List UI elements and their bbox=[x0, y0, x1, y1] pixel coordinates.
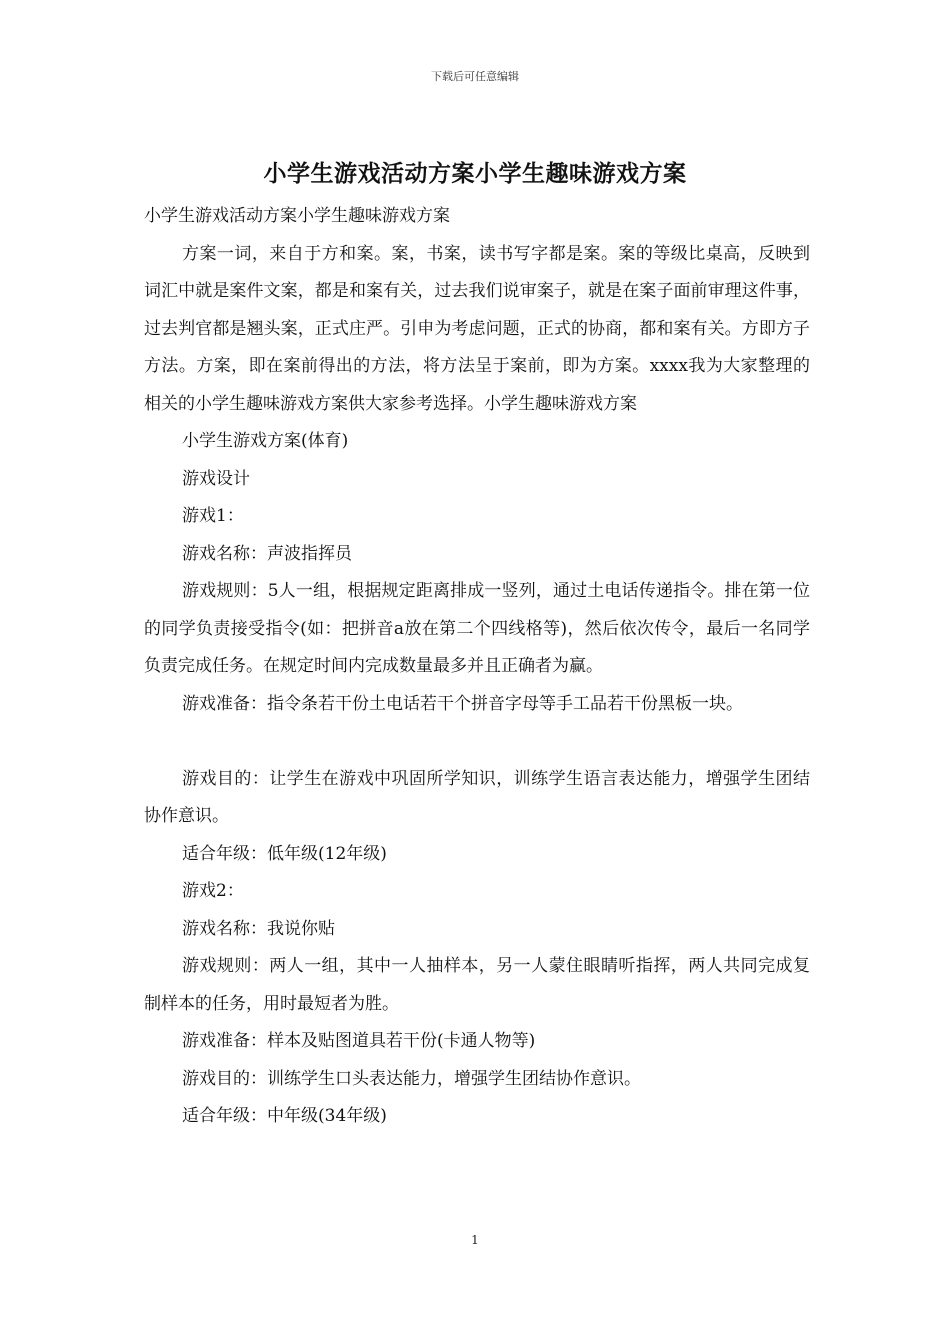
game-2-grade: 适合年级：中年级(34年级) bbox=[182, 1106, 387, 1126]
game-1-name: 游戏名称：声波指挥员 bbox=[182, 543, 352, 564]
section-heading-paragraph: 小学生游戏方案(体育) bbox=[182, 431, 349, 451]
game-2-rules: 游戏规则：两人一组，其中一人抽样本，另一人蒙住眼睛听指挥，两人共同完成复制样本的任务，用时最短者为胜。 bbox=[144, 956, 810, 1014]
document-title: 小学生游戏活动方案小学生趣味游戏方案 bbox=[263, 160, 687, 187]
game-2-preparation: 游戏准备：样本及贴图道具若干份(卡通人物等) bbox=[182, 1031, 536, 1051]
game-1-purpose: 游戏目的：让学生在游戏中巩固所学知识，训练学生语言表达能力，增强学生团结协作意识。 bbox=[144, 768, 810, 826]
game-1-label: 游戏1： bbox=[182, 506, 244, 526]
game-2-purpose: 游戏目的：训练学生口头表达能力，增强学生团结协作意识。 bbox=[182, 1068, 641, 1089]
game-1-preparation: 游戏准备：指令条若干份土电话若干个拼音字母等手工品若干份黑板一块。 bbox=[182, 693, 743, 714]
game-2-label: 游戏2： bbox=[182, 881, 244, 901]
game-2-name: 游戏名称：我说你贴 bbox=[182, 918, 335, 939]
game-1-grade: 适合年级：低年级(12年级) bbox=[182, 843, 387, 864]
document-body bbox=[144, 198, 810, 1136]
blank-line bbox=[144, 723, 810, 761]
game-1-rules: 游戏规则：5人一组，根据规定距离排成一竖列，通过土电话传递指令。排在第一位的同学负责接受指令(如：把拼音a放在第二个四线格等)，然后依次传令，最后一名同学负责完成任务。在规定时间内完成数量最多并且正确者为赢。 bbox=[144, 581, 810, 676]
header-note: 下载后可任意编辑 bbox=[431, 70, 519, 83]
subtitle-paragraph: 小学生游戏活动方案小学生趣味游戏方案 bbox=[144, 206, 450, 226]
intro-paragraph: 方案一词，来自于方和案。案，书案，读书写字都是案。案的等级比桌高，反映到词汇中就是案件文案，都是和案有关，过去我们说审案子，就是在案子面前审理这件事，过去判官都是翘头案，正式庄严。引申为考虑问题，正式的协商，都和案有关。方即方子方法。方案，即在案前得出的方法，将方法呈于案前，即为方案。xxxx我为大家整理的相关的小学生趣味游戏方案供大家参考选择。小学生趣味游戏方案 bbox=[144, 243, 810, 414]
game-design-paragraph: 游戏设计 bbox=[182, 468, 250, 489]
page-number: 1 bbox=[471, 1233, 479, 1247]
